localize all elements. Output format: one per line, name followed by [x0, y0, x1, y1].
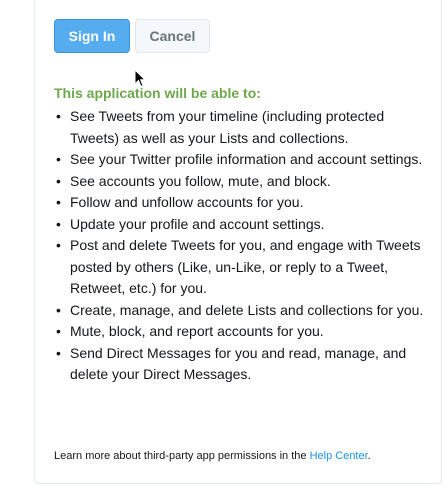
- permission-text: Post and delete Tweets for you, and engage with Tweets posted by others (Like, un-Like, or reply to a Tweet, Retweet, etc.) for you.: [70, 237, 421, 296]
- permission-text: See your Twitter profile information and account settings.: [70, 151, 423, 167]
- permission-text: See accounts you follow, mute, and block.: [70, 172, 331, 189]
- footer-period: .: [367, 450, 371, 462]
- list-item: [54, 171, 424, 193]
- permissions-title: This application will be able to:: [54, 85, 261, 101]
- help-center-link[interactable]: Help Center: [309, 450, 368, 462]
- bullet-icon: •: [56, 301, 61, 318]
- list-item: [54, 321, 424, 343]
- bullet-icon: •: [56, 151, 61, 167]
- footer-text: Learn more about third-party app permissions in the: [54, 450, 310, 462]
- bullet-icon: •: [56, 237, 61, 253]
- list-item: [54, 300, 424, 322]
- permissions-list: [54, 106, 424, 386]
- permission-text: Update your profile and account settings.: [70, 215, 325, 232]
- permission-text: Create, manage, and delete Lists and collections for you.: [70, 301, 424, 318]
- list-item: [54, 235, 424, 300]
- permission-text: Follow and unfollow accounts for you.: [70, 194, 304, 210]
- list-item: [54, 106, 424, 149]
- list-item: [54, 343, 424, 386]
- list-item: [54, 214, 424, 236]
- bullet-icon: •: [56, 323, 61, 339]
- list-item: [54, 149, 424, 171]
- footer-note: [54, 450, 371, 462]
- permission-text: See Tweets from your timeline (including protected Tweets) as well as your Lists and collections.: [70, 108, 385, 146]
- list-item: [54, 192, 424, 214]
- bullet-icon: •: [56, 172, 61, 189]
- bullet-icon: •: [56, 215, 61, 232]
- permission-text: Mute, block, and report accounts for you.: [70, 323, 324, 339]
- bullet-icon: •: [56, 108, 61, 124]
- bullet-icon: •: [56, 194, 61, 210]
- permission-text: Send Direct Messages for you and read, manage, and delete your Direct Messages.: [70, 344, 407, 382]
- bullet-icon: •: [56, 344, 61, 361]
- cancel-button[interactable]: Cancel: [135, 19, 210, 53]
- sign-in-button[interactable]: Sign In: [54, 19, 130, 53]
